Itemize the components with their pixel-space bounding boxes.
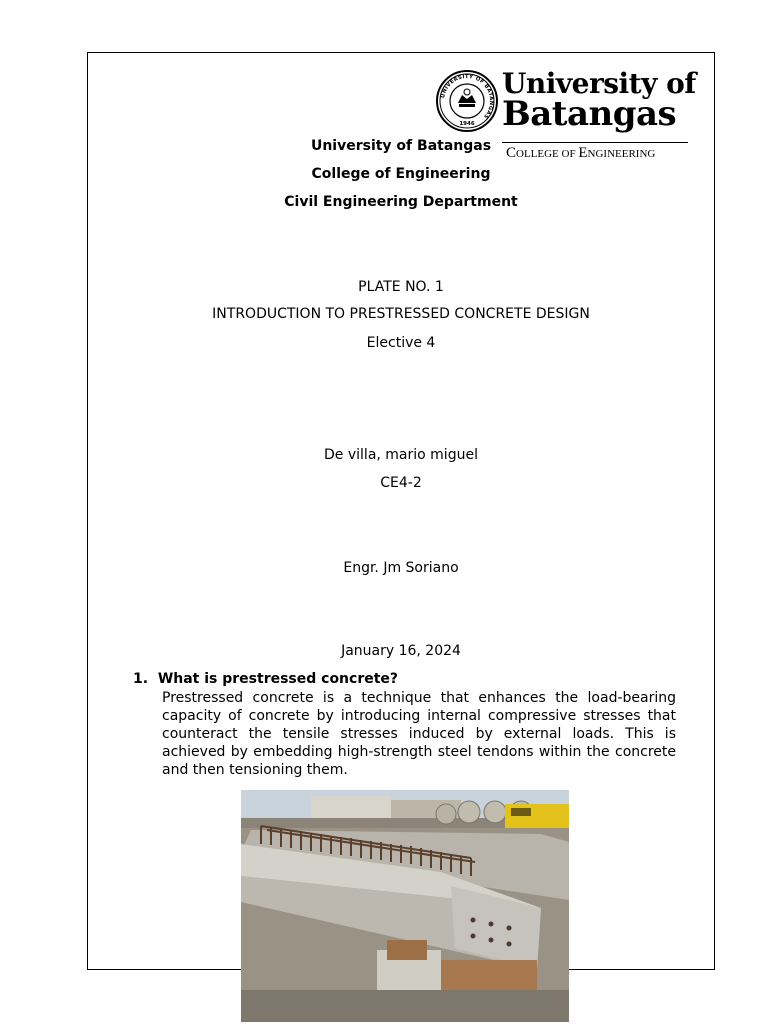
- document-date: January 16, 2024: [341, 643, 461, 659]
- header-department: Civil Engineering Department: [284, 194, 518, 210]
- student-section: CE4-2: [380, 475, 422, 491]
- logo-name-line2: Batangas: [502, 94, 677, 134]
- question-heading: [133, 671, 398, 687]
- seal-ring-text: UNIVERSITY OF BATANGAS: [440, 73, 495, 120]
- answer-paragraph: Prestressed concrete is a technique that enhances the load-bearing capacity of concrete by introducing internal compressive stresses that counteract the tensile stresses induced by external loads. This is achieved by embedding high-strength steel tendons within the concrete and then tensioning them.: [162, 690, 676, 778]
- instructor-name: Engr. Jm Soriano: [343, 560, 459, 576]
- university-seal-icon: [436, 70, 498, 132]
- question-number: 1.: [133, 671, 149, 687]
- plate-subject: Elective 4: [366, 335, 436, 351]
- logo-college-name: COLLEGE OF ENGINEERING: [506, 145, 656, 161]
- plate-title: INTRODUCTION TO PRESTRESSED CONCRETE DESIGN: [212, 306, 590, 322]
- student-name: De villa, mario miguel: [324, 447, 478, 463]
- plate-number: PLATE NO. 1: [358, 279, 444, 295]
- logo-name-line1: University of: [502, 67, 696, 100]
- seal-year: 1946: [459, 121, 475, 127]
- header-university: University of Batangas: [310, 138, 492, 154]
- question-text: What is prestressed concrete?: [157, 671, 399, 687]
- header-college: College of Engineering: [311, 166, 491, 182]
- prestressed-beam-photo: [241, 790, 569, 1022]
